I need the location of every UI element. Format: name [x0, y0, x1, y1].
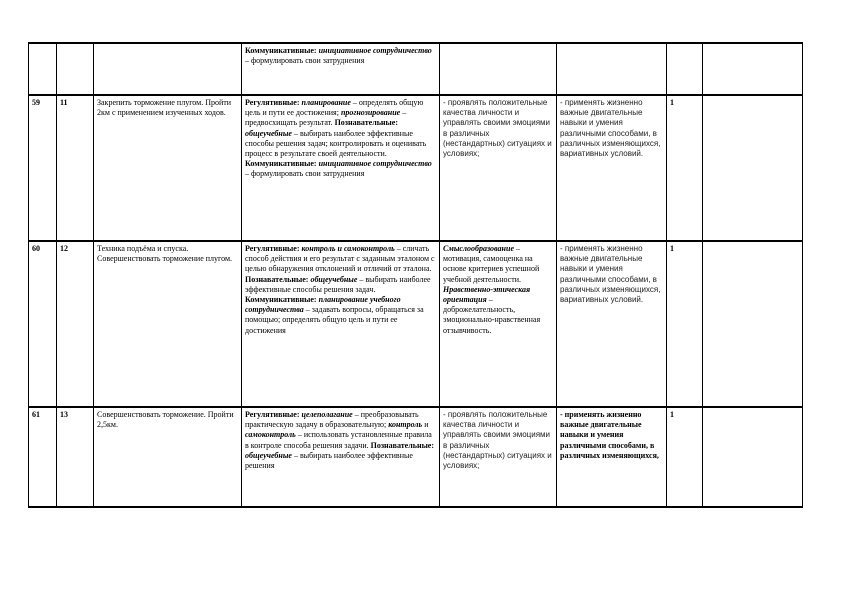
uud-text: – сличать способ действия и его результат с заданным эталоном с целью обнаружения отклонений и отличий от эталона.	[245, 244, 435, 274]
uud-category-label: Коммуникативные:	[245, 46, 319, 55]
uud-category-label: Познавательные:	[368, 440, 435, 450]
uud-term: самоконтроль	[245, 430, 296, 440]
uud-term: инициативное сотрудничество	[318, 46, 432, 55]
lesson-number: 11	[57, 95, 94, 241]
personal-results	[440, 241, 557, 407]
personal-results	[440, 43, 557, 95]
uud-term: прогнозирование	[340, 108, 401, 118]
hours-cell: 1	[667, 407, 703, 507]
row-number	[29, 43, 57, 95]
hours-cell	[667, 43, 703, 95]
lesson-plan-table	[28, 42, 803, 508]
notes-cell	[703, 407, 803, 507]
uud-term: планирование	[301, 98, 351, 107]
lesson-number	[57, 43, 94, 95]
lesson-number: 13	[57, 407, 94, 507]
uud-term: Смыслообразование	[443, 244, 514, 253]
uud-text: – выбирать наиболее эффективные способы решения задач.	[245, 274, 431, 294]
lesson-topic: Техника подъёма и спуска. Совершенствовать торможение плугом.	[94, 241, 242, 407]
uud-cell	[242, 43, 440, 95]
uud-text: – выбирать наиболее эффективные решения	[245, 450, 413, 471]
lesson-topic	[94, 43, 242, 95]
uud-cell	[242, 95, 440, 241]
uud-term: целеполагание	[301, 410, 353, 419]
uud-category-label: Регулятивные:	[245, 244, 302, 253]
uud-text: – доброжелательность, эмоционально-нравственная отзывчивость.	[443, 295, 541, 335]
uud-text: – мотивация, самооценка на основе критериев успешной учебной деятельности.	[443, 244, 540, 284]
meta-results	[557, 43, 667, 95]
row-number: 61	[29, 407, 57, 507]
uud-cell	[242, 241, 440, 407]
personal-results: - проявлять положительные качества личности и управлять своими эмоциями в различных (нестандартных) ситуациях и условиях;	[440, 95, 557, 241]
lesson-number: 12	[57, 241, 94, 407]
uud-text: – формулировать свои затруднения	[245, 169, 365, 179]
hours-cell: 1	[667, 95, 703, 241]
uud-term: общеучебные	[245, 450, 292, 460]
uud-category-label: Коммуникативные:	[245, 159, 319, 169]
uud-term: контроль	[388, 420, 423, 430]
table-row	[29, 407, 803, 507]
uud-text: – преобразовывать практическую задачу в образовательную;	[245, 410, 419, 430]
uud-category-label: Регулятивные:	[245, 98, 302, 107]
uud-category-label: Познавательные:	[332, 118, 398, 128]
hours-cell: 1	[667, 241, 703, 407]
uud-category-label: Познавательные:	[245, 274, 311, 284]
uud-category-label: Регулятивные:	[245, 410, 302, 419]
lesson-topic: Закрепить торможение плугом. Пройти 2км с применением изученных ходов.	[94, 95, 242, 241]
meta-results: - применять жизненно важные двигательные навыки и умения различными способами, в различных изменяющихся, вариативных условий.	[557, 241, 667, 407]
meta-results: - применять жизненно важные двигательные навыки и умения различными способами, в различных изменяющихся, вариативных условий.	[557, 95, 667, 241]
notes-cell	[703, 95, 803, 241]
notes-cell	[703, 43, 803, 95]
uud-term: планирование учебного сотрудничества	[245, 295, 401, 315]
uud-term: Нравственно-этическая ориентация	[443, 284, 531, 305]
table-row	[29, 43, 803, 95]
uud-text: – предвосхищать результат.	[245, 108, 407, 128]
uud-text: – использовать установленные правила в контроле способа решения задачи.	[245, 430, 432, 450]
uud-term: общеучебные	[310, 274, 358, 284]
row-number: 60	[29, 241, 57, 407]
row-number: 59	[29, 95, 57, 241]
notes-cell	[703, 241, 803, 407]
table-row	[29, 95, 803, 241]
uud-term: контроль и самоконтроль	[301, 244, 395, 253]
uud-text: – определять общую цель и пути ее достижения;	[245, 98, 424, 118]
uud-term: инициативное сотрудничество	[318, 159, 432, 169]
lesson-topic: Совершенствовать торможение. Пройти 2,5км.	[94, 407, 242, 507]
meta-results: - применять жизненно важные двигательные навыки и умения различными способами, в различных изменяющихся,	[557, 407, 667, 507]
table-row	[29, 241, 803, 407]
uud-text: – задавать вопросы, обращаться за помощью; определять общую цель и пути ее достижения	[245, 305, 424, 335]
uud-category-label: Коммуникативные:	[245, 295, 319, 305]
uud-text: – формулировать свои затруднения	[245, 56, 365, 66]
personal-results: - проявлять положительные качества личности и управлять своими эмоциями в различных (нестандартных) ситуациях и условиях;	[440, 407, 557, 507]
uud-text: – выбирать наиболее эффективные способы решения задач; контролировать и оценивать процесс в результате своей деятельности.	[245, 128, 427, 159]
uud-text: и	[422, 420, 429, 430]
uud-term: общеучебные	[245, 128, 292, 138]
uud-cell	[242, 407, 440, 507]
